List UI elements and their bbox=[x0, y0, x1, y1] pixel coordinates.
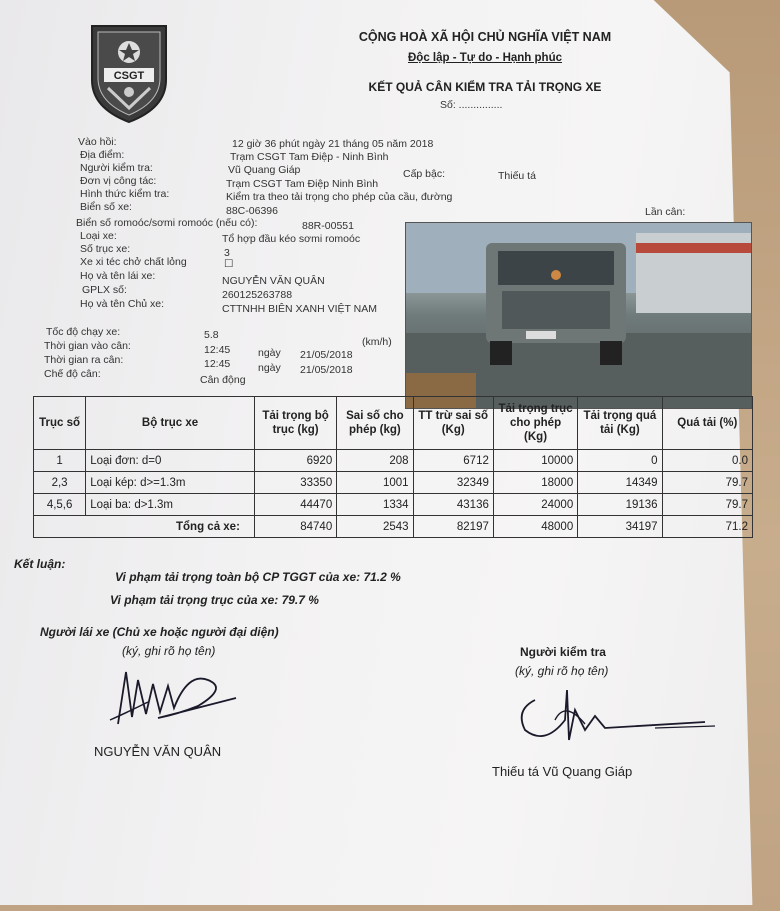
table-cell: 32349 bbox=[413, 472, 493, 494]
out-time-value: 12:45 bbox=[204, 358, 231, 370]
table-header-cell: Bộ trục xe bbox=[86, 397, 255, 450]
table-header-cell: Sai số cho phép (kg) bbox=[337, 397, 413, 450]
in-time-value: 12:45 bbox=[204, 344, 231, 356]
table-cell: 6920 bbox=[254, 450, 336, 472]
rank-value: Thiếu tá bbox=[498, 170, 536, 182]
truck-illustration-icon bbox=[406, 223, 751, 408]
inspector-signature-name: Thiếu tá Vũ Quang Giáp bbox=[492, 764, 633, 779]
inspector-label: Người kiểm tra: bbox=[80, 162, 153, 174]
table-header-cell: Tải trọng bộ trục (kg) bbox=[254, 397, 336, 450]
in-day-value: 21/05/2018 bbox=[300, 349, 353, 361]
axles-label: Số trục xe: bbox=[80, 243, 131, 255]
table-cell: 82197 bbox=[413, 516, 493, 538]
speed-value: 5.8 bbox=[204, 329, 219, 341]
axles-value: 3 bbox=[224, 247, 230, 259]
table-cell: 19136 bbox=[578, 494, 662, 516]
inspector-signature-title: Người kiểm tra bbox=[520, 645, 606, 659]
table-cell: 44470 bbox=[254, 494, 336, 516]
rank-label: Cấp bậc: bbox=[403, 168, 446, 180]
conclusion-line-1: Vi phạm tải trọng toàn bộ CP TGGT của xe: 71.2 % bbox=[115, 570, 401, 584]
table-cell: 71.2 bbox=[662, 516, 752, 538]
driver-signature-icon bbox=[98, 662, 248, 732]
liquid-label: Xe xi téc chở chất lỏng bbox=[80, 256, 187, 268]
table-cell: 43136 bbox=[413, 494, 493, 516]
country-name: CỘNG HOÀ XÃ HỘI CHỦ NGHĨA VIỆT NAM bbox=[358, 30, 612, 44]
vehicle-type-value: Tổ hợp đầu kéo sơmi romoóc bbox=[222, 233, 361, 245]
mode-label: Chế độ cân: bbox=[44, 368, 101, 380]
table-cell: 4,5,6 bbox=[34, 494, 86, 516]
table-cell: 0.0 bbox=[662, 450, 752, 472]
plate-label: Biển số xe: bbox=[80, 201, 132, 213]
vehicle-type-label: Loại xe: bbox=[80, 230, 117, 242]
out-day-value: 21/05/2018 bbox=[300, 364, 353, 376]
inspector-signature-icon bbox=[505, 680, 720, 750]
speed-label: Tốc độ chạy xe: bbox=[46, 326, 121, 338]
trailer-value: 88R-00551 bbox=[302, 220, 354, 232]
table-cell: Loại đơn: d=0 bbox=[86, 450, 255, 472]
driver-signature-note: (ký, ghi rõ họ tên) bbox=[122, 644, 216, 658]
table-cell: 2543 bbox=[337, 516, 413, 538]
weight-table bbox=[33, 396, 753, 538]
trailer-label: Biển số romoóc/sơmi romoóc (nếu có): bbox=[76, 217, 258, 229]
license-label: GPLX số: bbox=[82, 284, 127, 296]
time-value: 12 giờ 36 phút ngày 21 tháng 05 năm 2018 bbox=[232, 138, 434, 150]
total-label: Tổng cả xe: bbox=[34, 516, 255, 538]
conclusion-line-2: Vi phạm tải trọng trục của xe: 79.7 % bbox=[110, 593, 319, 607]
out-time-label: Thời gian ra cân: bbox=[44, 354, 124, 366]
inspector-signature-note: (ký, ghi rõ họ tên) bbox=[515, 664, 609, 678]
weigh-count-label: Lần cân: bbox=[645, 206, 686, 218]
table-cell: 0 bbox=[578, 450, 662, 472]
unit-label: Đơn vị công tác: bbox=[80, 175, 157, 187]
time-label: Vào hồi: bbox=[78, 136, 117, 148]
method-label: Hình thức kiểm tra: bbox=[80, 188, 170, 200]
driver-signature-name: NGUYỄN VĂN QUÂN bbox=[94, 744, 222, 759]
table-header-cell: Tải trọng trục cho phép (Kg) bbox=[493, 397, 577, 450]
truck-photo bbox=[405, 222, 752, 409]
table-cell: 84740 bbox=[254, 516, 336, 538]
table-cell: Loại kép: d>=1.3m bbox=[86, 472, 255, 494]
table-cell: 1 bbox=[34, 450, 86, 472]
document-number: Số: ............... bbox=[440, 99, 503, 111]
police-emblem-icon bbox=[86, 22, 172, 124]
table-cell: 18000 bbox=[493, 472, 577, 494]
table-cell: 79.7 bbox=[662, 472, 752, 494]
table-cell: 33350 bbox=[254, 472, 336, 494]
table-header-cell: TT trừ sai số (Kg) bbox=[413, 397, 493, 450]
table-cell: 2,3 bbox=[34, 472, 86, 494]
motto: Độc lập - Tự do - Hạnh phúc bbox=[408, 52, 562, 64]
in-day-label: ngày bbox=[258, 347, 281, 359]
table-cell: 34197 bbox=[578, 516, 662, 538]
table-cell: 1334 bbox=[337, 494, 413, 516]
method-value: Kiểm tra theo tải trọng cho phép của cầu, đường bbox=[226, 191, 453, 203]
owner-label: Họ và tên Chủ xe: bbox=[80, 298, 165, 310]
table-cell: 14349 bbox=[578, 472, 662, 494]
driver-value: NGUYỄN VĂN QUÂN bbox=[222, 275, 325, 287]
unit-value: Trạm CSGT Tam Điệp Ninh Bình bbox=[226, 178, 379, 190]
document-title: KẾT QUẢ CÂN KIỂM TRA TẢI TRỌNG XE bbox=[368, 80, 602, 94]
place-label: Địa điểm: bbox=[80, 149, 125, 161]
table-header-cell: Tải trọng quá tải (Kg) bbox=[578, 397, 662, 450]
table-header-cell: Quá tải (%) bbox=[662, 397, 752, 450]
owner-value: CTTNHH BIÊN XANH VIỆT NAM bbox=[222, 303, 377, 315]
plate-value: 88C-06396 bbox=[226, 205, 278, 217]
table-header-cell: Trục số bbox=[34, 397, 86, 450]
table-row bbox=[34, 450, 753, 472]
table-cell: 208 bbox=[337, 450, 413, 472]
table-cell: 79.7 bbox=[662, 494, 752, 516]
driver-label: Họ và tên lái xe: bbox=[80, 270, 156, 282]
in-time-label: Thời gian vào cân: bbox=[44, 340, 131, 352]
table-total-row bbox=[34, 516, 753, 538]
out-day-label: ngày bbox=[258, 362, 281, 374]
speed-unit: (km/h) bbox=[362, 336, 392, 348]
table-cell: 1001 bbox=[337, 472, 413, 494]
place-value: Trạm CSGT Tam Điệp - Ninh Bình bbox=[230, 151, 389, 163]
table-row bbox=[34, 472, 753, 494]
inspector-value: Vũ Quang Giáp bbox=[228, 164, 301, 176]
liquid-checkbox: ☐ bbox=[224, 258, 234, 270]
table-cell: 10000 bbox=[493, 450, 577, 472]
table-cell: Loại ba: d>1.3m bbox=[86, 494, 255, 516]
table-header-row bbox=[34, 397, 753, 450]
table-row bbox=[34, 494, 753, 516]
driver-signature-title: Người lái xe (Chủ xe hoặc người đại diện) bbox=[40, 625, 279, 639]
conclusion-label: Kết luận: bbox=[14, 557, 66, 571]
logo-text: CSGT bbox=[113, 70, 145, 82]
license-value: 260125263788 bbox=[222, 289, 293, 301]
mode-value: Cân động bbox=[200, 374, 246, 386]
table-cell: 48000 bbox=[493, 516, 577, 538]
table-cell: 24000 bbox=[493, 494, 577, 516]
table-cell: 6712 bbox=[413, 450, 493, 472]
